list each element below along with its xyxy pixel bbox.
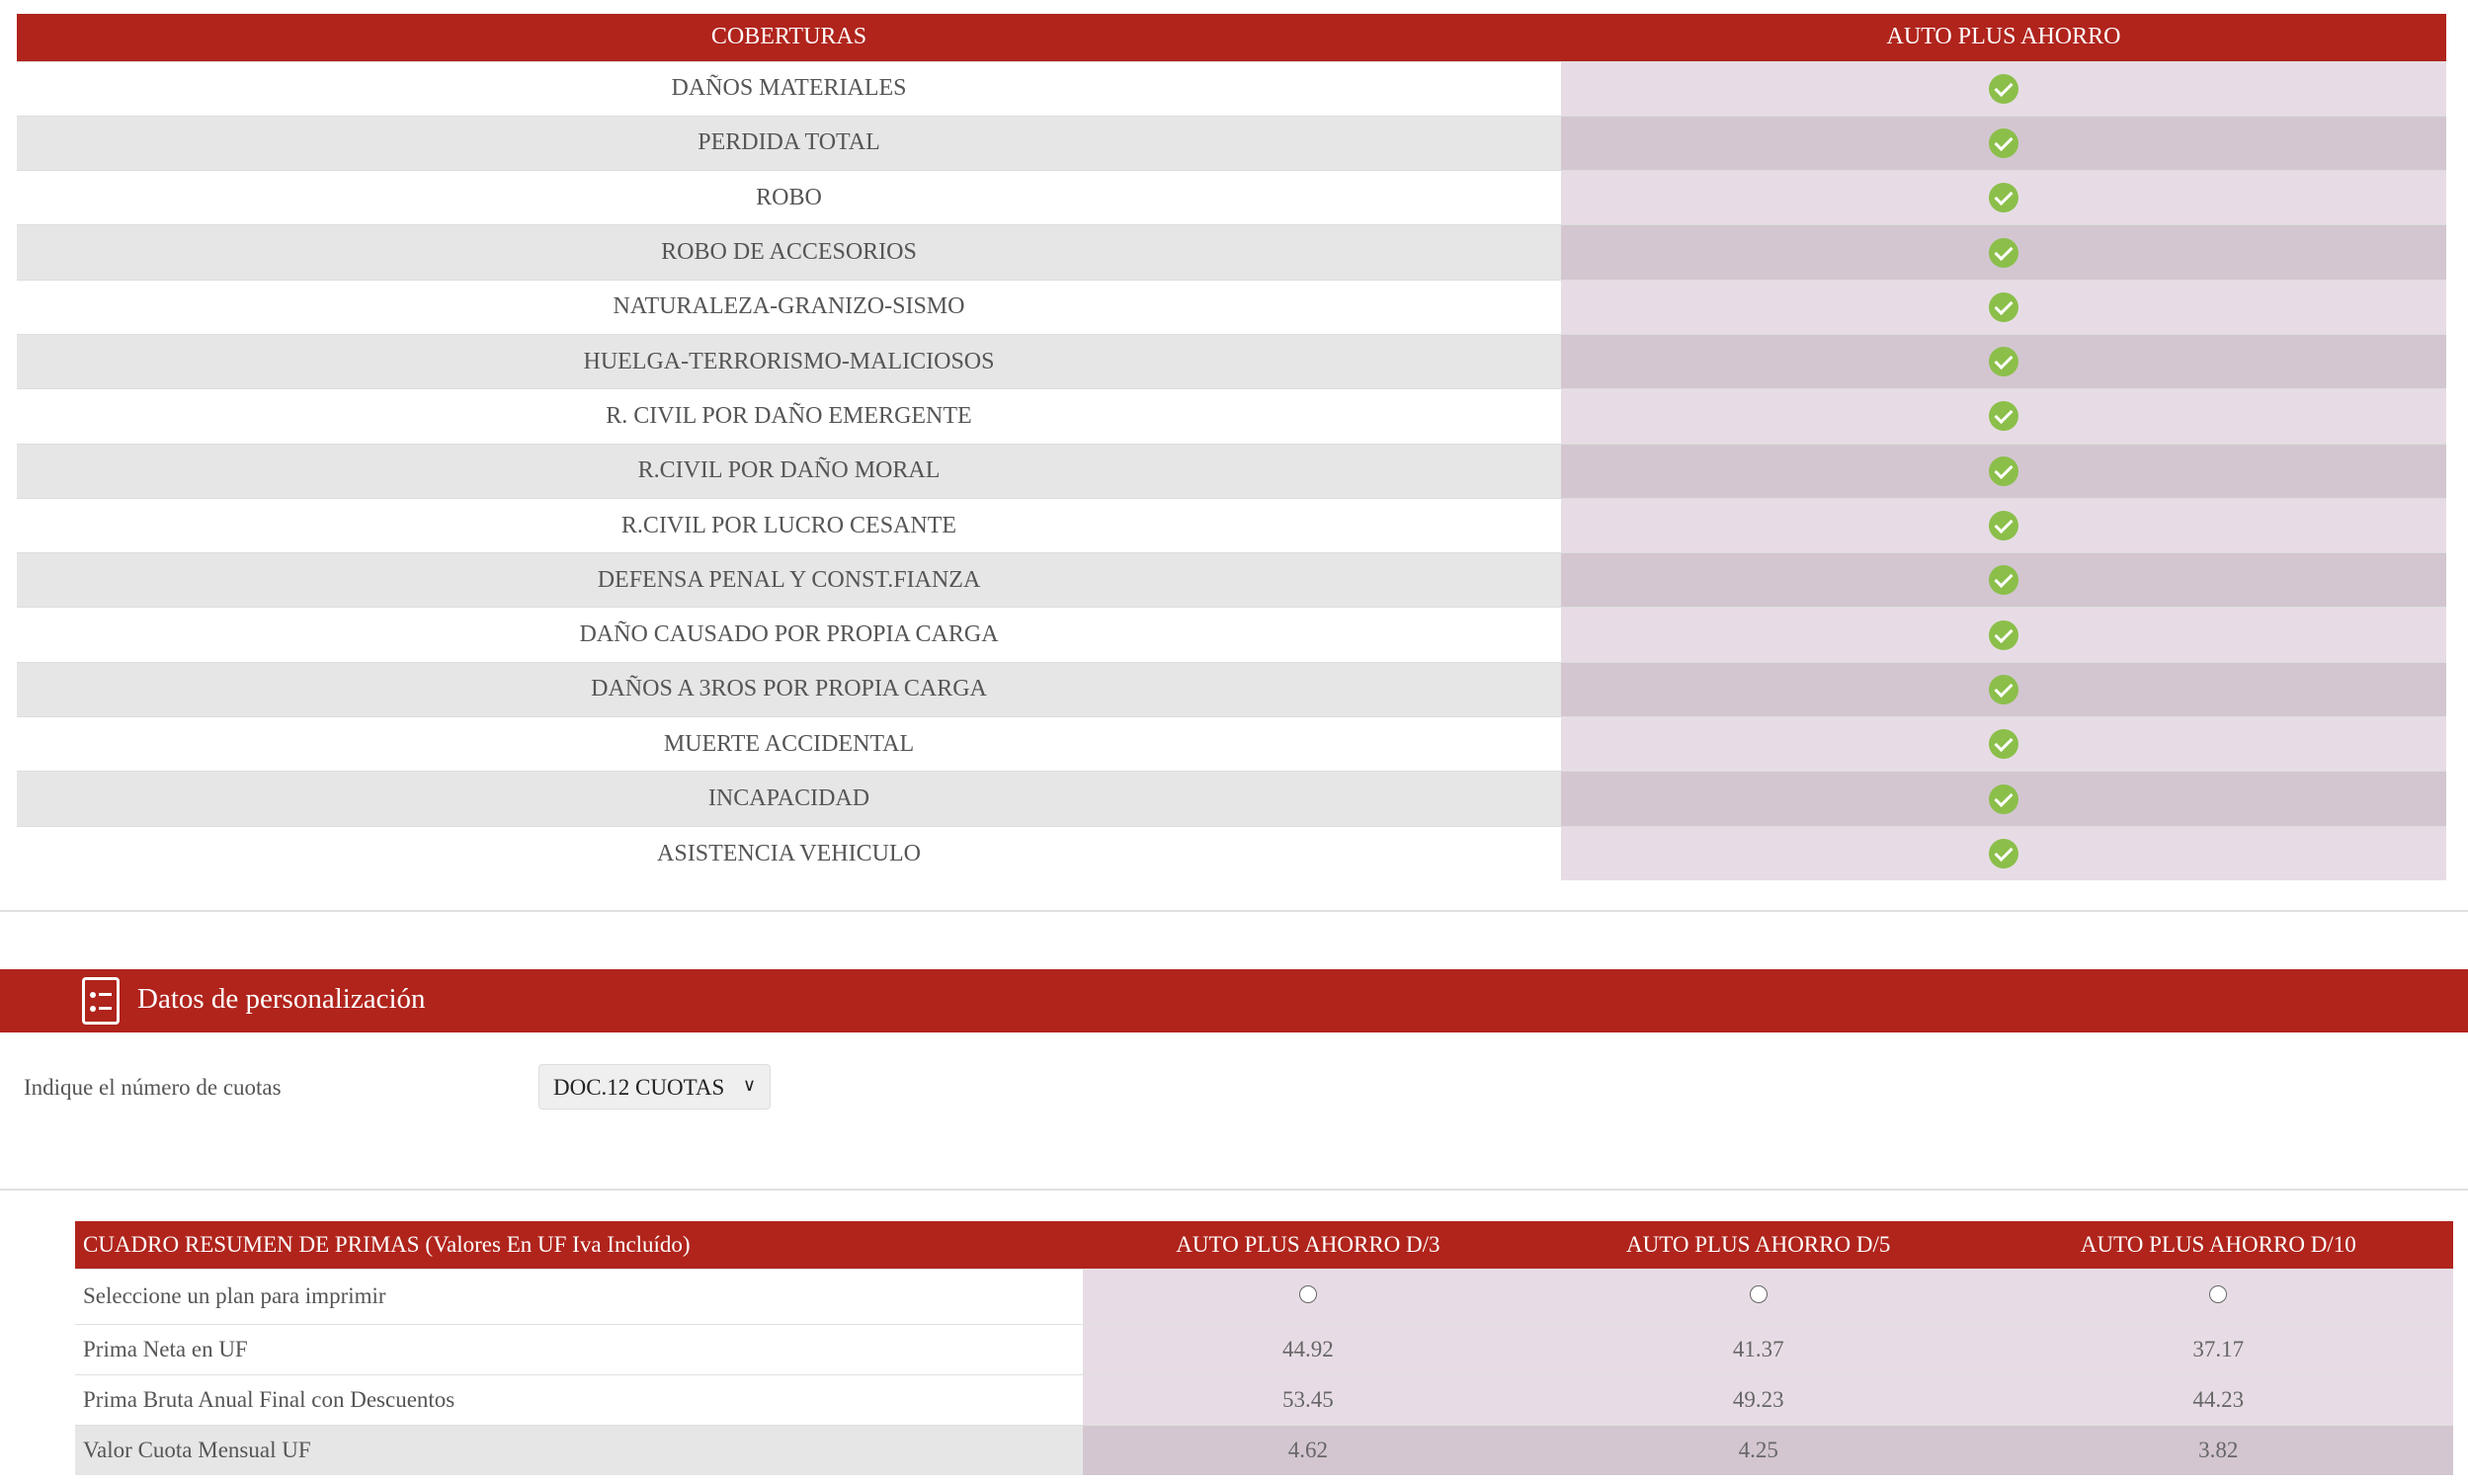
value-cell: 4.62 xyxy=(1083,1425,1533,1475)
coverage-row xyxy=(17,280,2446,334)
coverage-row xyxy=(17,171,2446,225)
coverage-status xyxy=(1561,280,2446,334)
coverage-table xyxy=(17,14,2446,880)
divider xyxy=(0,1189,2468,1191)
plan-d10-header: AUTO PLUS AHORRO D/10 xyxy=(1984,1221,2453,1269)
form-document-icon xyxy=(82,977,120,1025)
coverage-row xyxy=(17,826,2446,880)
coverage-name: R. CIVIL POR DAÑO EMERGENTE xyxy=(17,389,1561,444)
value-cell: 49.23 xyxy=(1533,1374,1984,1425)
table-row xyxy=(75,1374,2453,1425)
personalization-header xyxy=(0,969,2468,1032)
coverage-row xyxy=(17,553,2446,608)
coverage-row xyxy=(17,444,2446,498)
plan-d5-header: AUTO PLUS AHORRO D/5 xyxy=(1533,1221,1984,1269)
row-label: Valor Cuota Mensual UF xyxy=(75,1425,1083,1475)
coverage-name: DEFENSA PENAL Y CONST.FIANZA xyxy=(17,553,1561,608)
coverage-name: DAÑOS A 3ROS POR PROPIA CARGA xyxy=(17,662,1561,716)
coverage-header: COBERTURAS xyxy=(17,14,1561,61)
check-circle-icon xyxy=(1989,565,2018,595)
coverage-status xyxy=(1561,553,2446,608)
value-cell: 3.82 xyxy=(1984,1425,2453,1475)
summary-header: CUADRO RESUMEN DE PRIMAS (Valores En UF Iva Incluído) xyxy=(75,1221,1083,1269)
coverage-status xyxy=(1561,717,2446,772)
check-circle-icon xyxy=(1989,784,2018,814)
coverage-name: ROBO xyxy=(17,171,1561,225)
check-circle-icon xyxy=(1989,74,2018,104)
row-label: Prima Bruta Anual Final con Descuentos xyxy=(75,1374,1083,1425)
divider xyxy=(0,910,2468,912)
coverage-name: DAÑOS MATERIALES xyxy=(17,61,1561,116)
cuotas-label: Indique el número de cuotas xyxy=(24,1075,282,1100)
coverage-row xyxy=(17,772,2446,826)
coverage-status xyxy=(1561,171,2446,225)
value-cell: 37.17 xyxy=(1984,1324,2453,1374)
check-circle-icon xyxy=(1989,675,2018,704)
value-cell: 4.25 xyxy=(1533,1425,1984,1475)
value-cell: 53.45 xyxy=(1083,1374,1533,1425)
coverage-status xyxy=(1561,61,2446,116)
plan-header: AUTO PLUS AHORRO xyxy=(1561,14,2446,61)
check-circle-icon xyxy=(1989,292,2018,322)
value-cell: 44.23 xyxy=(1984,1374,2453,1425)
chevron-down-icon: ∨ xyxy=(742,1075,756,1095)
check-circle-icon xyxy=(1989,128,2018,158)
check-circle-icon xyxy=(1989,401,2018,431)
check-circle-icon xyxy=(1989,238,2018,268)
check-circle-icon xyxy=(1989,839,2018,868)
check-circle-icon xyxy=(1989,347,2018,376)
coverage-name: PERDIDA TOTAL xyxy=(17,116,1561,170)
coverage-status xyxy=(1561,608,2446,662)
coverage-status xyxy=(1561,498,2446,552)
coverage-name: R.CIVIL POR LUCRO CESANTE xyxy=(17,498,1561,552)
coverage-status xyxy=(1561,772,2446,826)
coverage-name: MUERTE ACCIDENTAL xyxy=(17,717,1561,772)
coverage-status xyxy=(1561,116,2446,170)
coverage-row xyxy=(17,608,2446,662)
check-circle-icon xyxy=(1989,620,2018,650)
coverage-status xyxy=(1561,662,2446,716)
coverage-row xyxy=(17,116,2446,170)
row-label: Prima Neta en UF xyxy=(75,1324,1083,1374)
plan-d3-radio[interactable] xyxy=(1299,1285,1317,1303)
coverage-name: DAÑO CAUSADO POR PROPIA CARGA xyxy=(17,608,1561,662)
coverage-row xyxy=(17,717,2446,772)
coverage-name: HUELGA-TERRORISMO-MALICIOSOS xyxy=(17,334,1561,388)
table-row xyxy=(75,1425,2453,1475)
coverage-row xyxy=(17,334,2446,388)
table-row xyxy=(75,1324,2453,1374)
coverage-row xyxy=(17,61,2446,116)
coverage-name: NATURALEZA-GRANIZO-SISMO xyxy=(17,280,1561,334)
coverage-row xyxy=(17,389,2446,444)
plan-d5-radio[interactable] xyxy=(1750,1285,1768,1303)
plan-d3-header: AUTO PLUS AHORRO D/3 xyxy=(1083,1221,1533,1269)
premium-summary-table xyxy=(75,1221,2453,1475)
table-row xyxy=(75,1269,2453,1324)
coverage-name: R.CIVIL POR DAÑO MORAL xyxy=(17,444,1561,498)
coverage-name: ROBO DE ACCESORIOS xyxy=(17,225,1561,280)
check-circle-icon xyxy=(1989,183,2018,212)
coverage-status xyxy=(1561,225,2446,280)
check-circle-icon xyxy=(1989,729,2018,759)
value-cell: 41.37 xyxy=(1533,1324,1984,1374)
coverage-status xyxy=(1561,334,2446,388)
section-title: Datos de personalización xyxy=(137,983,426,1015)
coverage-status xyxy=(1561,389,2446,444)
value-cell: 44.92 xyxy=(1083,1324,1533,1374)
coverage-name: INCAPACIDAD xyxy=(17,772,1561,826)
select-plan-label: Seleccione un plan para imprimir xyxy=(75,1269,1083,1324)
coverage-status xyxy=(1561,444,2446,498)
coverage-name: ASISTENCIA VEHICULO xyxy=(17,826,1561,880)
check-circle-icon xyxy=(1989,456,2018,486)
check-circle-icon xyxy=(1989,511,2018,540)
coverage-row xyxy=(17,498,2446,552)
coverage-status xyxy=(1561,826,2446,880)
coverage-row xyxy=(17,662,2446,716)
coverage-row xyxy=(17,225,2446,280)
cuotas-select[interactable] xyxy=(538,1064,771,1110)
plan-d10-radio[interactable] xyxy=(2209,1285,2227,1303)
cuotas-value: DOC.12 CUOTAS xyxy=(553,1075,725,1100)
